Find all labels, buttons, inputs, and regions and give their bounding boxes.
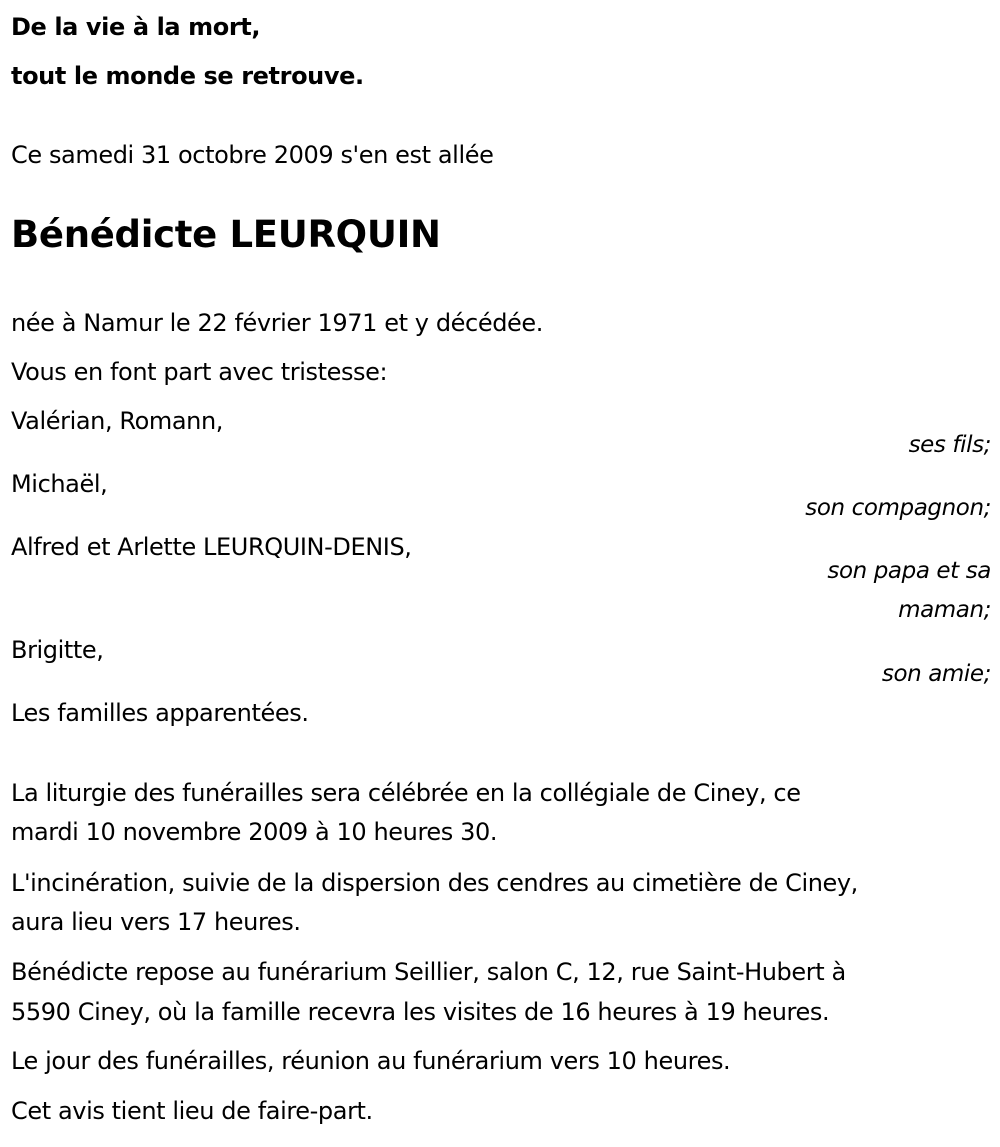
family-member-relation: son papa et sa bbox=[827, 558, 991, 584]
family-member-names: Alfred et Arlette LEURQUIN-DENIS, bbox=[11, 533, 412, 561]
motto-line-1: De la vie à la mort, bbox=[11, 13, 261, 41]
family-member-relation: ses fils; bbox=[908, 432, 991, 458]
liturgy-text: mardi 10 novembre 2009 à 10 heures 30. bbox=[11, 818, 498, 846]
family-member-relation: son compagnon; bbox=[805, 495, 991, 521]
cremation-text: aura lieu vers 17 heures. bbox=[11, 908, 301, 936]
intro-text: Ce samedi 31 octobre 2009 s'en est allée bbox=[11, 141, 494, 169]
family-member-relation: maman; bbox=[898, 597, 991, 623]
birth-text: née à Namur le 22 février 1971 et y décédée. bbox=[11, 309, 543, 337]
announce-text: Vous en font part avec tristesse: bbox=[11, 358, 388, 386]
notice-text: Cet avis tient lieu de faire-part. bbox=[11, 1097, 373, 1125]
deceased-name: Bénédicte LEURQUIN bbox=[11, 213, 441, 256]
family-member-names: Brigitte, bbox=[11, 636, 104, 664]
relatives-text: Les familles apparentées. bbox=[11, 699, 309, 727]
cremation-text: L'incinération, suivie de la dispersion des cendres au cimetière de Ciney, bbox=[11, 869, 858, 897]
meeting-text: Le jour des funérailles, réunion au funérarium vers 10 heures. bbox=[11, 1047, 731, 1075]
family-member-names: Valérian, Romann, bbox=[11, 407, 224, 435]
visitation-text: Bénédicte repose au funérarium Seillier, salon C, 12, rue Saint-Hubert à bbox=[11, 958, 846, 986]
family-member-names: Michaël, bbox=[11, 470, 108, 498]
motto-line-2: tout le monde se retrouve. bbox=[11, 62, 364, 90]
liturgy-text: La liturgie des funérailles sera célébrée en la collégiale de Ciney, ce bbox=[11, 779, 801, 807]
family-member-relation: son amie; bbox=[881, 661, 991, 687]
visitation-text: 5590 Ciney, où la famille recevra les visites de 16 heures à 19 heures. bbox=[11, 998, 830, 1026]
